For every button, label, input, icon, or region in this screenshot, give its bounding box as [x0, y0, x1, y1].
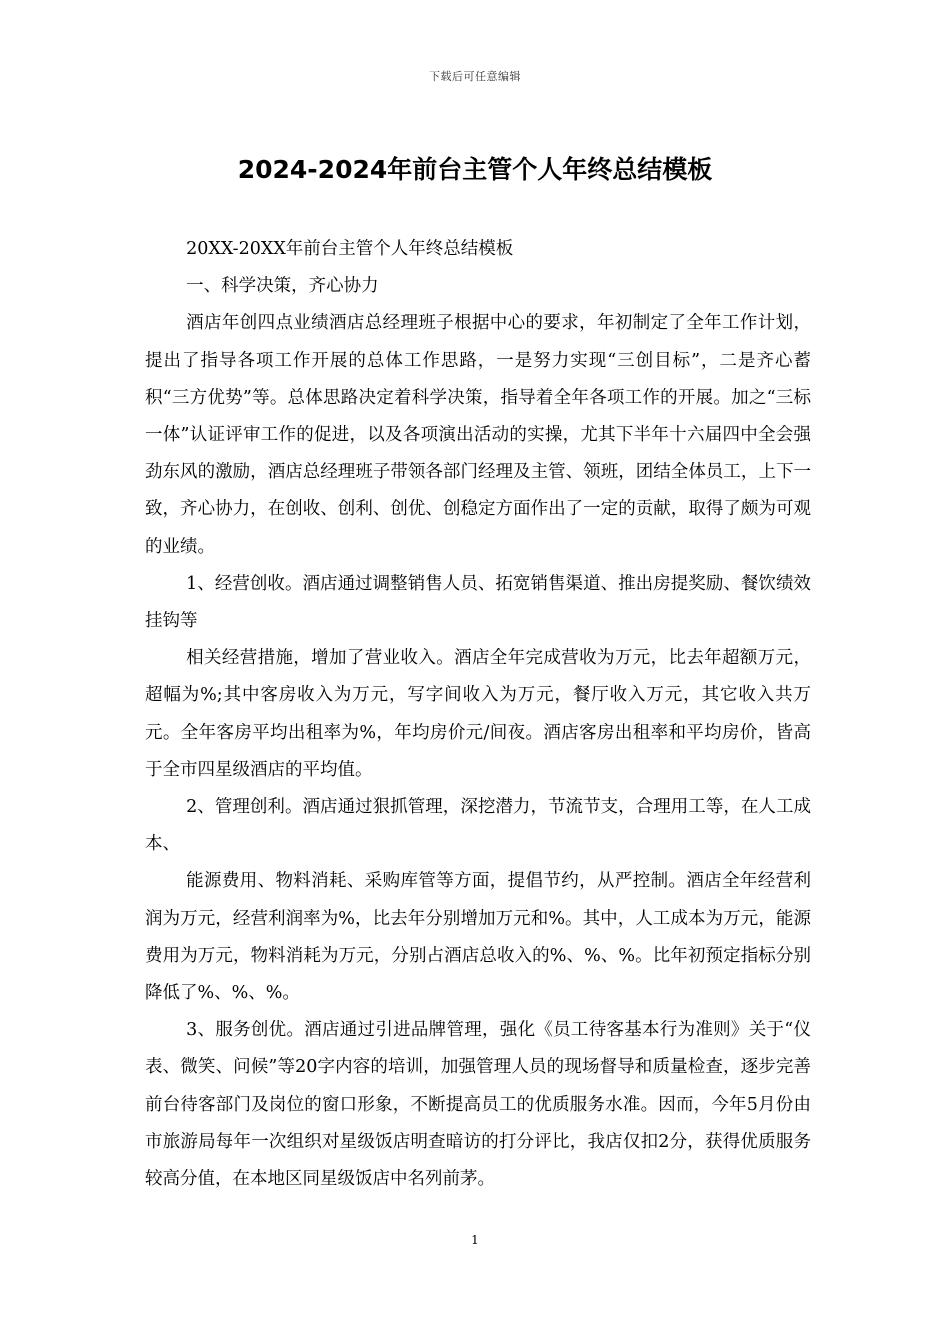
paragraph-item-3: 3、服务创优。酒店通过引进品牌管理，强化《员工待客基本行为准则》关于“仪表、微笑、问候”等20字内容的培训，加强管理人员的现场督导和质量检查，逐步完善前台待客部门及岗位的窗口形象，不断提高员工的优质服务水准。因而，今年5月份由市旅游局每年一次组织对星级饭店明查暗访的打分评比，我店仅扣2分，获得优质服务较高分值，在本地区同星级饭店中名列前茅。 — [145, 1020, 811, 1190]
paragraph-overview: 酒店年创四点业绩酒店总经理班子根据中心的要求，年初制定了全年工作计划，提出了指导各项工作开展的总体工作思路，一是努力实现“三创目标”，二是齐心蓄积“三方优势”等。总体思路决定着科学决策，指导着全年各项工作的开展。加之“三标一体”认证评审工作的促进，以及各项演出活动的实操，尤其下半年十六届四中全会强劲东风的激励，酒店总经理班子带领各部门经理及主管、领班，团结全体员工，上下一致，齐心协力，在创收、创利、创优、创稳定方面作出了一定的贡献，取得了颇为可观的业绩。 — [145, 313, 811, 557]
paragraph-item-2-detail: 能源费用、物料消耗、采购库管等方面，提倡节约，从严控制。酒店全年经营利润为万元，经营利润率为%，比去年分别增加万元和%。其中，人工成本为万元，能源费用为万元，物料消耗为万元，分别占酒店总收入的%、%、%。比年初预定指标分别降低了%、%、%。 — [145, 871, 811, 1004]
paragraph-subtitle: 20XX-20XX年前台主管个人年终总结模板 — [186, 239, 514, 259]
page-number: 1 — [471, 1233, 479, 1247]
paragraph-item-1-intro: 1、经营创收。酒店通过调整销售人员、拓宽销售渠道、推出房提奖励、餐饮绩效挂钩等 — [145, 573, 811, 632]
header-note: 下载后可任意编辑 — [429, 70, 521, 83]
paragraph-section-heading: 一、科学决策，齐心协力 — [186, 276, 379, 297]
paragraph-item-1-detail: 相关经营措施，增加了营业收入。酒店全年完成营收为万元，比去年超额万元，超幅为%;其中客房收入为万元，写字间收入为万元，餐厅收入万元，其它收入共万元。全年客房平均出租率为%，年均房价元/间夜。酒店客房出租率和平均房价，皆高于全市四星级酒店的平均值。 — [145, 648, 811, 780]
document-title: 2024-2024年前台主管个人年终总结模板 — [237, 155, 713, 184]
document-body — [145, 231, 811, 1198]
paragraph-item-2-intro: 2、管理创利。酒店通过狠抓管理，深挖潜力，节流节支，合理用工等，在人工成本、 — [145, 797, 811, 855]
